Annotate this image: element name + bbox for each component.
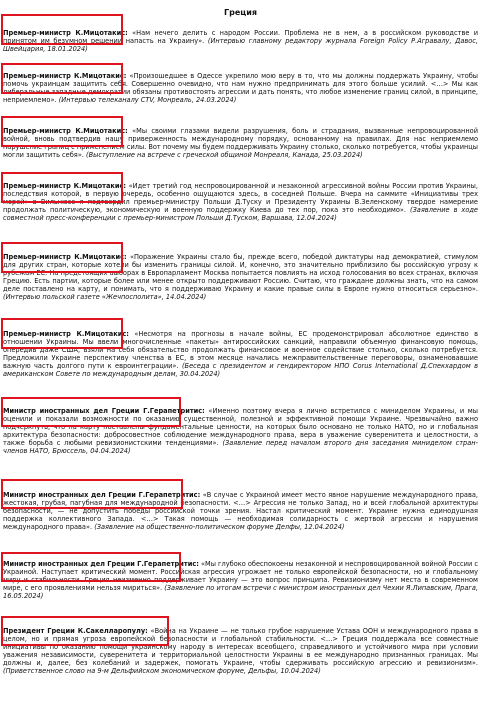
- highlight-box: [1, 552, 181, 582]
- quote-text: «Идет третий год неспровоцированной и незаконной агрессивной войны России против Украины, последствия которой, в первую очередь, особенно ощущаются здесь, в соседней Польше. Вчера на саммите «Инициативы трех морей» в Вильнюсе я подтвердил премьер-министру Польши Д.Туску и Президенту Украины В.Зеленскому твердое намерение продолжать политическую, экономическую и военную поддержку Киева до тех пор, пока это необходимо».: [3, 182, 478, 214]
- quote-source: (Беседа с президентом и гендиректором НПО Corus International Д.Спекхардом в американском Совете по международным делам, 30.04.2024): [3, 361, 479, 378]
- highlight-box: [1, 242, 123, 273]
- quote-text: «Произошедшее в Одессе укрепило мою веру в то, что мы должны поддержать Украину, чтобы помочь украинцам защитить себя. Совершенно очевидно, что нам нужно предпринимать для этого больше усилий. <…> Мы как либеральные западные демократии обязаны противостоять агрессии и дать понять, что любое изменение границ силой, в принципе, неприемлемо».: [3, 72, 478, 104]
- quote-text: «Поражение Украины стало бы, прежде всего, победой диктатуры над демократией, стимулом для других стран, которые хотели бы изменить границы силой. И, конечно, это значительно приблизило бы российскую угрозу к рубежам ЕС. На предстоящих выборах в Европарламент Москва попытается повлиять на исход голосования во всех странах, включая Грецию. Есть партии, которые более или менее открыто поддерживают Россию. Считаю, что граждане должны знать, что на самом деле поставлено на карту, и понимать, что я поддерживаю Украину и какие правые силы в Европе нужно относиться серьезно».: [3, 253, 478, 293]
- quote-speaker: Премьер-министр К.Мицотакис:: [3, 182, 127, 190]
- quote-text: «Нам нечего делить с народом России. Проблема не в нем, а в российском руководстве и принятом им безумном решении напасть на Украину».: [3, 29, 478, 45]
- quote-source: (Интервью польской газете «Жечпосполита», 14.04.2024): [3, 292, 207, 301]
- highlight-box: [1, 63, 123, 94]
- quote-speaker: Министр иностранных дел Греции Г.Герапетритис:: [3, 407, 205, 415]
- quote-speaker: Премьер-министр К.Мицотакис:: [3, 330, 129, 338]
- quote-source: (Заявление на общественно-политическом форуме Делфы, 12.04.2024): [94, 522, 345, 531]
- quote-text: «В случае с Украиной имеет место явное нарушение международного права, жестокая, грубая, пагубная для международной безопасности. <…> Агрессия не только Запад, но и всей глобальной архитектуры безопасности, — не допустить победы российской точки зрения. Настал критический момент. Украине нужна единодушная поддержка коллективного Запада. <…> Такая помощь — необходимая солидарность с жертвой агрессии и нарушения международного права».: [3, 491, 478, 531]
- highlight-box: [1, 116, 123, 147]
- quote-text: «Мы глубоко обеспокоены незаконной и неспровоцированной войной России с Украиной. Наступает критический момент. Российская агрессия угрожает не только европейской безопасности, но и глобальному миру и стабильности. Греция неизменно поддерживает Украину — это вопрос принципа. Ревизионизму нет места в современном мире, с его проявлениями нельзя мириться».: [3, 560, 478, 592]
- highlight-box: [1, 397, 181, 427]
- quote-speaker: Премьер-министр К.Мицотакис:: [3, 72, 127, 80]
- quote-speaker: Министр иностранных дел Греции Г.Герапетритис:: [3, 560, 199, 568]
- page-title: Греция: [224, 8, 257, 17]
- highlight-box: [1, 318, 123, 349]
- quote-source: (Интервью телеканалу CTV, Монреаль, 24.03.2024): [58, 95, 237, 104]
- quote-source: (Выступление на встрече с греческой общиной Монреаля, Канада, 25.03.2024): [86, 150, 363, 159]
- highlight-box: [1, 479, 183, 509]
- quote-source: (Заявление перед началом второго дня заседания миниделом стран-членов НАТО, Брюссель, 04.04.2024): [3, 438, 478, 455]
- quote-speaker: Премьер-министр К.Мицотакис:: [3, 29, 128, 37]
- quote-text: «Именно поэтому вчера я лично встретился с миниделом Украины, и мы оценили и показали возможности по оказанию существенной, полезной и эффективной помощи Украине. Чрезвычайно важно подчеркнуть, что на карту поставлены фундаментальные ценности, на которых было основано не только НАТО, но и глобальная архитектура безопасности: добросовестное соблюдение международного права, вера в уважение суверенитета и целостности, а также борьба с любыми ревизионистскими тенденциями».: [3, 407, 478, 447]
- highlight-box: [1, 616, 169, 646]
- quote-source: (Интервью главному редактору журнала Foreign Policy Р.Агравалу, Давос, Швейцария, 18.01.2024): [3, 36, 478, 53]
- quote-source: (Приветственное слово на 9-м Дельфийском экономическом форуме, Дельфы, 10.04.2024): [3, 666, 321, 675]
- quote-text: «Несмотря на прогнозы в начале войны, ЕС продемонстрировал абсолютное единство в отношении Украины. Мы ввели многочисленные «пакеты» антироссийских санкций, направили объемную финансовую помощь, опередив даже США, взяли на себя обязательство продолжать финансовое и военное содействие столько, сколько потребуется. Предложили Украине перспективу членства в ЕС, в этом месяце начались межправительственные переговоры, ознаменовавшие важную часть долгого пути к евроинтеграции».: [3, 330, 478, 370]
- highlight-box: [1, 172, 123, 203]
- quote-speaker: Премьер-министр К.Мицотакис:: [3, 253, 127, 261]
- quote-text: «Мы своими глазами видели разрушения, боль и страдания, вызванные непровоцированной войной, вновь подтвердив нашу приверженность международному порядку, основанному на правилах. Для нас неприемлемо нарушение границ с применением силы. Вот почему мы будем поддерживать Украину столько, сколько потребуется, чтобы украинцы могли защитить себя».: [3, 127, 478, 159]
- quote-speaker: Премьер-министр К.Мицотакис:: [3, 127, 128, 135]
- quote-text: «Война на Украине — не только грубое нарушение Устава ООН и международного права в целом, но и прямая угроза европейской безопасности и глобальной стабильности. <…> Греция поддержала все совместные инициативы по оказанию помощи украинскому народу в интересах всеобщего, справедливого и устойчивого мира при условии уважения независимости, суверенитета и территориальной целостности Украины в ее международно признанных границах. Мы должны и, далее, без колебаний и задержек, помогать Украине, чтобы сдерживать российскую агрессию и ревизионизм».: [3, 627, 478, 667]
- quote-source: (Заявление в ходе совместной пресс-конференции с премьер-министром Польши Д.Туском, Варшава, 12.04.2024): [3, 205, 478, 222]
- quote-source: (Заявление по итогам встречи с министром иностранных дел Чехии Я.Липавским, Прага, 16.05.2024): [3, 583, 478, 600]
- highlight-box: [1, 14, 123, 45]
- quote-speaker: Президент Греции К.Сакелларопулу:: [3, 627, 148, 635]
- quote-speaker: Министр иностранных дел Греции Г.Герапетритис:: [3, 491, 201, 499]
